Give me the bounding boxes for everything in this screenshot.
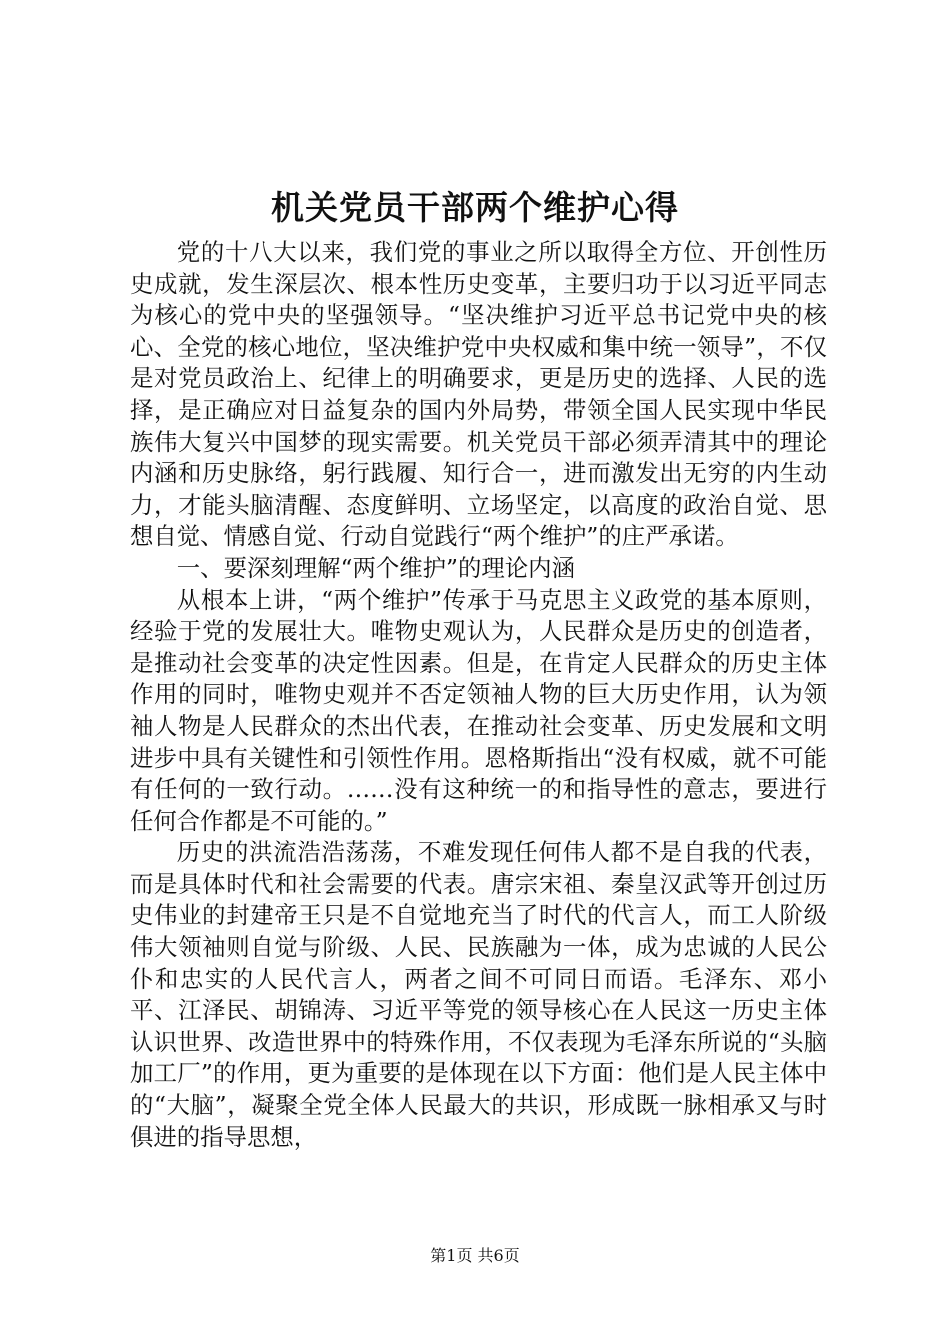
document-body [130,237,827,1153]
paragraph-intro: 党的十八大以来，我们党的事业之所以取得全方位、开创性历史成就，发生深层次、根本性历史变革，主要归功于以习近平同志为核心的党中央的坚强领导。“坚决维护习近平总书记党中央的核心、全党的核心地位，坚决维护党中央权威和集中统一领导”，不仅是对党员政治上、纪律上的明确要求，更是历史的选择、人民的选择，是正确应对日益复杂的国内外局势，带领全国人民实现中华民族伟大复兴中国梦的现实需要。机关党员干部必须弄清其中的理论内涵和历史脉络，躬行践履、知行合一，进而激发出无穷的内生动力，才能头脑清醒、态度鲜明、立场坚定，以高度的政治自觉、思想自觉、情感自觉、行动自觉践行“两个维护”的庄严承诺。 [130,238,827,551]
paragraph-history: 历史的洪流浩浩荡荡，不难发现任何伟人都不是自我的代表，而是具体时代和社会需要的代表。唐宗宋祖、秦皇汉武等开创过历史伟业的封建帝王只是不自觉地充当了时代的代言人，而工人阶级伟大领袖则自觉与阶级、人民、民族融为一体，成为忠诚的人民公仆和忠实的人民代言人，两者之间不可同日而语。毛泽东、邓小平、江泽民、胡锦涛、习近平等党的领导核心在人民这一历史主体认识世界、改造世界中的特殊作用，不仅表现为毛泽东所说的“头脑加工厂”的作用，更为重要的是体现在以下方面：他们是人民主体中的“大脑”，凝聚全党全体人民最大的共识，形成既一脉相承又与时俱进的指导思想， [130,838,827,1151]
section-heading-1: 一、要深刻理解“两个维护”的理论内涵 [176,553,575,582]
document-title: 机关党员干部两个维护心得 [271,188,679,227]
page-number-footer: 第1页 共6页 [430,1246,520,1265]
paragraph-theory: 从根本上讲，“两个维护”传承于马克思主义政党的基本原则，经验于党的发展壮大。唯物史观认为，人民群众是历史的创造者，是推动社会变革的决定性因素。但是，在肯定人民群众的历史主体作用的同时，唯物史观并不否定领袖人物的巨大历史作用，认为领袖人物是人民群众的杰出代表，在推动社会变革、历史发展和文明进步中具有关键性和引领性作用。恩格斯指出“没有权威，就不可能有任何的一致行动。……没有这种统一的和指导性的意志，要进行任何合作都是不可能的。” [130,585,827,835]
